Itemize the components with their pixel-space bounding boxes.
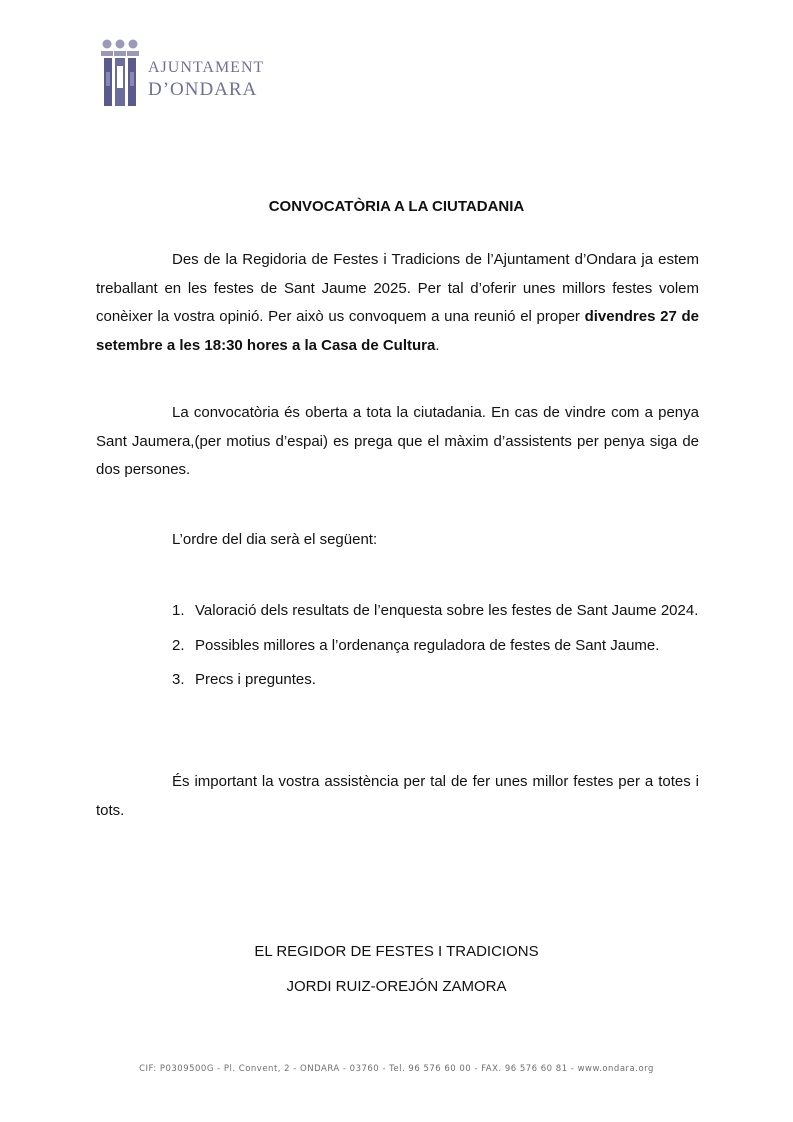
signature-name: JORDI RUIZ-OREJÓN ZAMORA <box>286 978 507 995</box>
paragraph-agenda-intro: L’ordre del dia serà el següent: <box>172 531 378 548</box>
agenda-item-number: 2. <box>172 636 185 654</box>
ajuntament-logo <box>100 38 280 110</box>
agenda-item-text: Precs i preguntes. <box>195 671 316 688</box>
meeting-date-location: divendres 27 de setembre a les 18:30 hores a la Casa de Cultura <box>96 308 700 354</box>
town-crest-icon <box>100 38 148 110</box>
agenda-item <box>172 632 699 661</box>
agenda-item-number: 1. <box>172 602 185 619</box>
signature-role: EL REGIDOR DE FESTES I TRADICIONS <box>254 943 539 960</box>
paragraph-intro <box>96 246 699 360</box>
paragraph-intro-end: . <box>435 336 440 354</box>
agenda-list <box>172 597 699 695</box>
agenda-item-text: Possibles millores a l’ordenança reguladora de festes de Sant Jaume. <box>195 636 660 654</box>
agenda-item-number: 3. <box>172 671 185 688</box>
paragraph-closing: És important la vostra assistència per tal de fer unes millor festes per a totes i tots. <box>96 773 699 819</box>
agenda-item-text: Valoració dels resultats de l’enquesta sobre les festes de Sant Jaume 2024. <box>195 602 699 619</box>
agenda-item <box>172 666 699 695</box>
logo-text-line1: AJUNTAMENT <box>148 59 265 76</box>
agenda-item <box>172 597 699 626</box>
paragraph-intro-text: Des de la Regidoria de Festes i Tradicions de l’Ajuntament d’Ondara ja estem treballant en les festes de Sant Jaume 2025. Per tal d’oferir unes millors festes volem conèixer la vostra opinió. Per això us convoquem a una reunió el proper <box>96 251 699 325</box>
logo-text-line2: D’ONDARA <box>148 79 258 100</box>
document-title: CONVOCATÒRIA A LA CIUTADANIA <box>268 198 525 215</box>
paragraph-open-call: La convocatòria és oberta a tota la ciutadania. En cas de vindre com a penya Sant Jaumera,(per motius d’espai) es prega que el màxim d’assistents per penya siga de dos persones. <box>96 404 699 478</box>
footer-contact: CIF: P0309500G - Pl. Convent, 2 - ONDARA - 03760 - Tel. 96 576 60 00 - FAX. 96 576 60 81 - www.ondara.org <box>139 1064 654 1074</box>
